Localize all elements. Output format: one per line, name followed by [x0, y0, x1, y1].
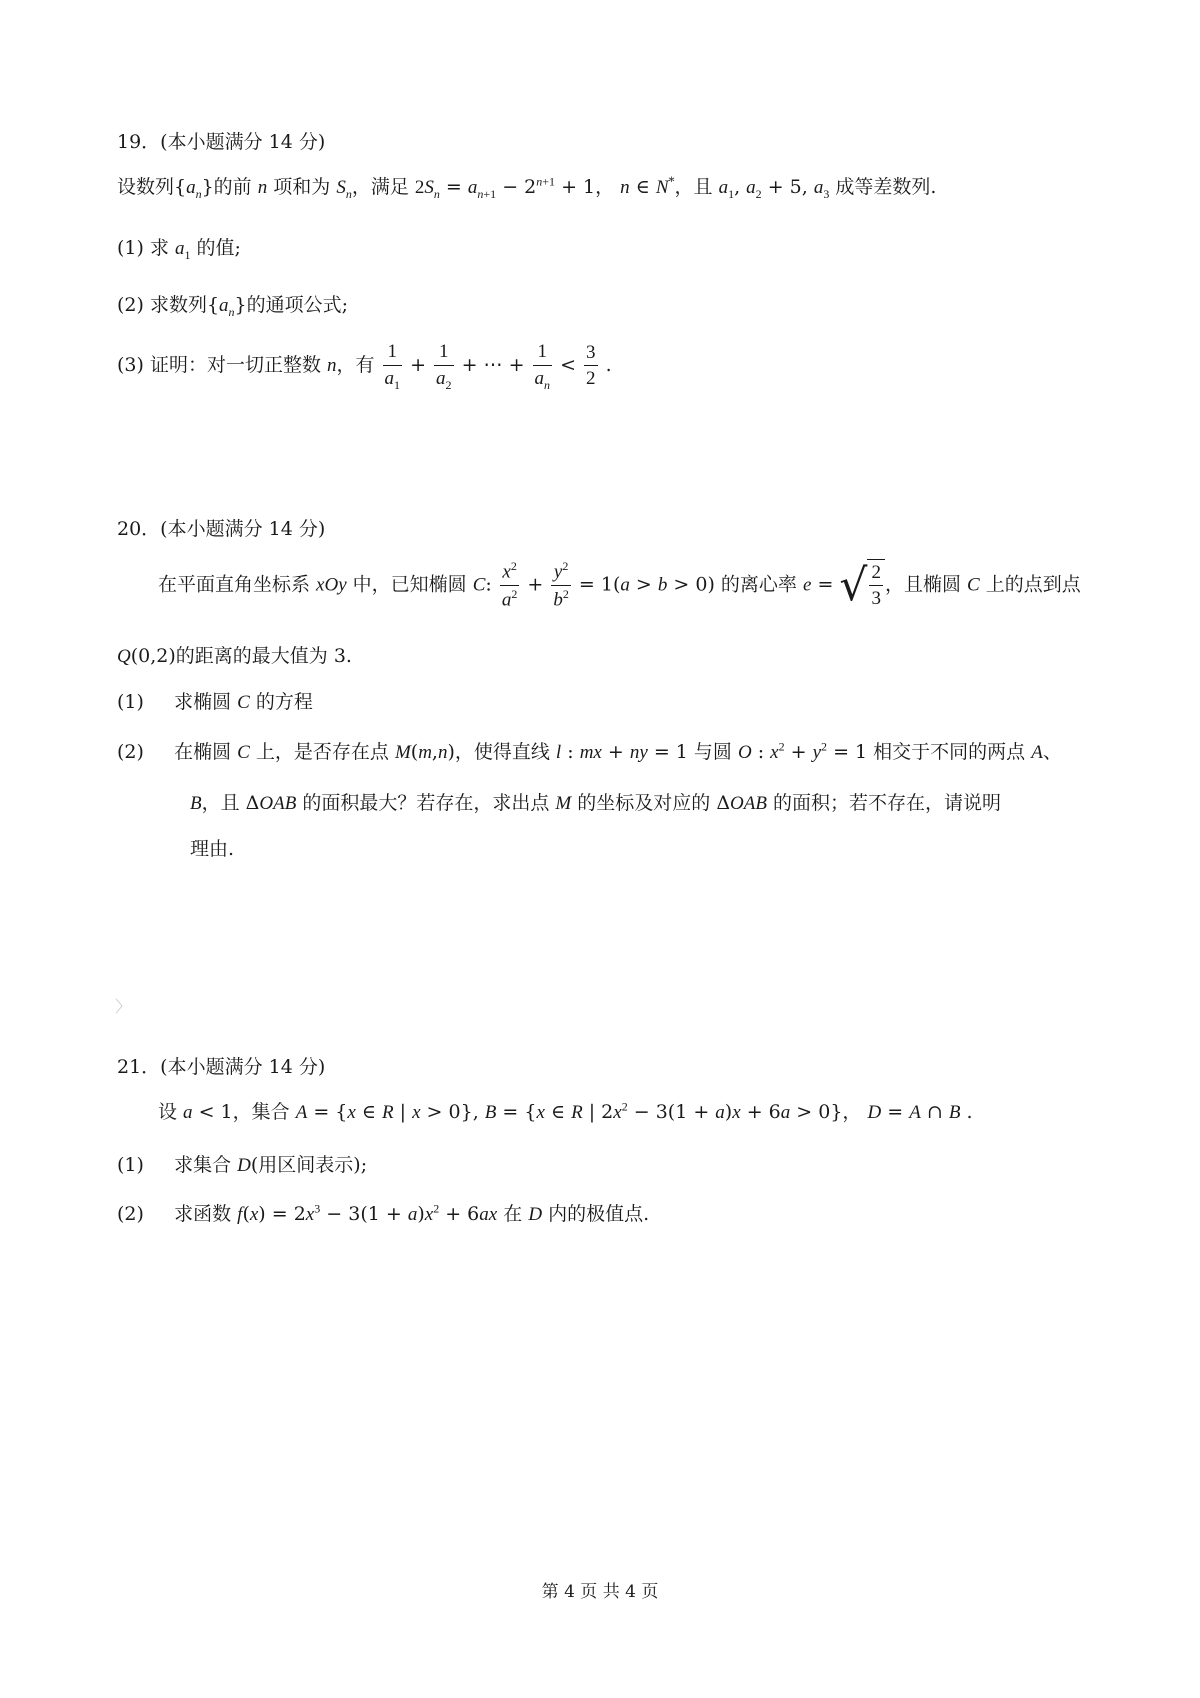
- square-root: √ $\frac{2}{3}$: [839, 559, 885, 612]
- question-21-header: 21．(本小题满分 14 分): [117, 1056, 326, 1078]
- question-20-intro-line-1: 在平面直角坐标系 xOy 中，已知椭圆 C: $\frac{x^2}{a^2}$ + $\frac{y^2}{b^2}$ = 1(a > b > 0) 的离心率 e = √ $\frac{2}{3}$ ，且椭圆 C 上的点到点: [158, 559, 1081, 611]
- stray-mark: 〉: [115, 997, 132, 1016]
- fraction: $\frac{y^2}{b^2}$: [553, 559, 569, 611]
- question-21-part-2: (2) 求函数 $f(x) = 2x^3 - 3(1 + a)x^2 + 6ax$ 在 D 内的极值点.: [117, 1201, 650, 1225]
- question-19-part-3: (3) 证明：对一切正整数 n，有 $\frac{1}{a_1}$ + $\frac{1}{a_2}$ + ⋯ + $\frac{1}{a_n}$ < $\frac{3}{2}$ .: [117, 341, 612, 392]
- page-footer: 第 4 页 共 4 页: [541, 1582, 659, 1602]
- question-20-part-2-line-1: (2) 在椭圆 C 上，是否存在点 M(m,n)，使得直线 l : mx + ny = 1 与圆 O : $x^2 + y^2 = 1$ 相交于不同的两点 A、: [117, 739, 1062, 763]
- fraction: $\frac{1}{a_n}$: [534, 341, 551, 392]
- question-20-header: 20．(本小题满分 14 分): [117, 518, 326, 540]
- question-21-intro: 设 a < 1，集合 A = {x ∈ R | x > 0}, B = {x ∈ R | $2x^2 - 3(1 + a)x + 6a > 0$}， D = A ∩ B .: [158, 1099, 973, 1123]
- question-20-part-1: (1) 求椭圆 C 的方程: [117, 691, 313, 713]
- question-19-header: 19．(本小题满分 14 分): [117, 131, 326, 153]
- question-19-part-1: (1) 求 $a_1$ 的值;: [117, 237, 241, 262]
- question-20-intro-line-2: Q(0,2)的距离的最大值为 3.: [117, 645, 352, 667]
- fraction: $\frac{1}{a_2}$: [436, 341, 452, 392]
- question-20-part-2-line-2: B，且 ΔOAB 的面积最大？若存在，求出点 M 的坐标及对应的 ΔOAB 的面积；若不存在，请说明: [190, 792, 1002, 814]
- question-19-intro: 设数列$\{a_n\}$的前 n 项和为 $S_n$，满足 $2S_n = a_{n+1} - 2^{n+1} + 1$， n ∈ N*，且 $a_1$, $a_2 + 5$, $a_3$ 成等差数列.: [117, 174, 937, 201]
- fraction: $\frac{3}{2}$: [586, 341, 596, 390]
- fraction: $\frac{1}{a_1}$: [384, 341, 401, 392]
- fraction: $\frac{x^2}{a^2}$: [501, 559, 518, 611]
- question-20-part-2-line-3: 理由.: [190, 838, 235, 860]
- question-19-part-2: (2) 求数列$\{a_n\}$的通项公式;: [117, 294, 349, 319]
- question-21-part-1: (1) 求集合 D(用区间表示);: [117, 1154, 368, 1176]
